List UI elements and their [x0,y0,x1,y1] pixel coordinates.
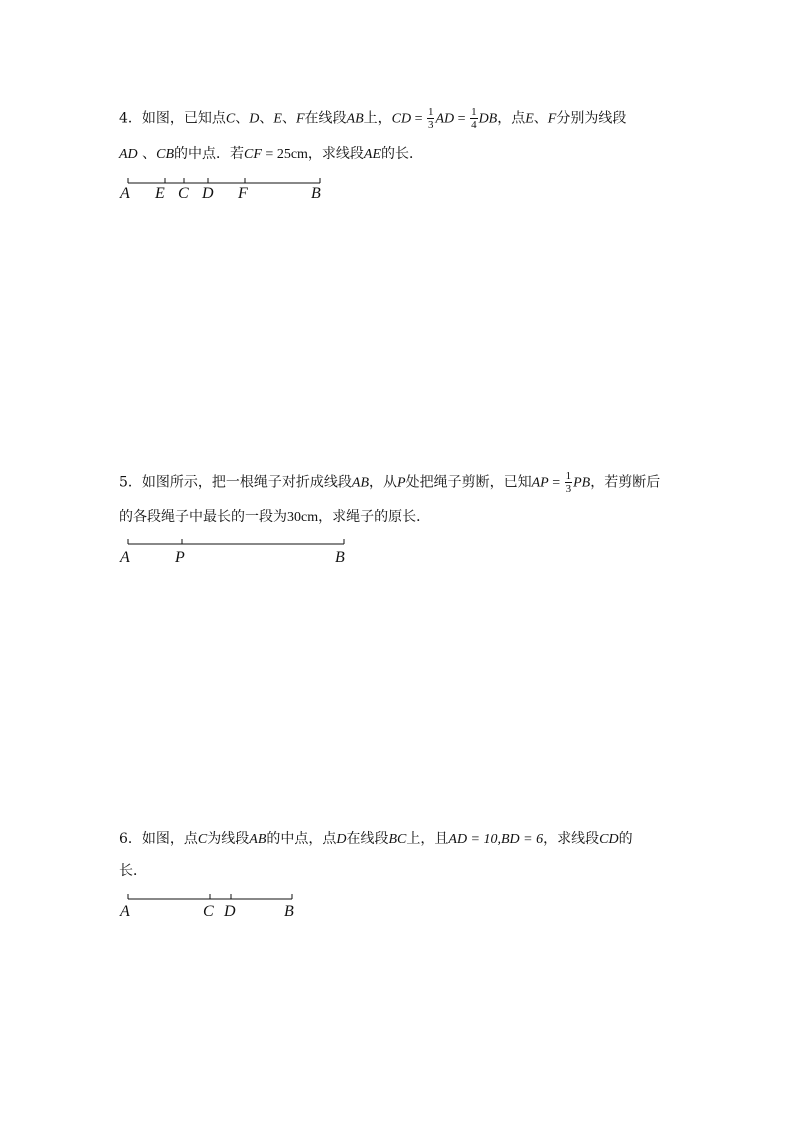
fraction-one-third-p5: $\frac{1}{3}$ [565,470,572,495]
label-C-p6: C [203,903,214,920]
label-C: C [178,185,189,202]
label-D: D [202,185,214,202]
label-D-p6: D [224,903,236,920]
label-F: F [238,185,248,202]
fraction-one-third: $\frac{1}{3}$ [427,106,434,131]
label-B-p6: B [284,903,294,920]
problem-4-number: 4． [119,110,142,127]
problem-6-number: 6． [119,831,142,847]
problem-4-line-1: 4．如图，已知点C、D、E、F在线段AB上，CD = $\frac{1}{3}$ AD = $\frac{1}{4}$ DB，点E、F分别为线段 [119,106,627,131]
label-B-p5: B [335,549,345,566]
fraction-one-quarter: $\frac{1}{4}$ [471,106,477,131]
label-A-p6: A [120,903,130,920]
problem-5-line-1: 5．如图所示，把一根绳子对折成线段AB，从P处把绳子剪断，已知AP = $\frac{1}{3}$ PB，若剪断后 [119,470,661,495]
label-B: B [311,185,321,202]
problem-6-line-1: 6．如图，点C为线段AB的中点，点D在线段BC上，且AD = 10,BD = 6，求线段CD的 [119,831,633,847]
label-A-p5: A [120,549,130,566]
problem-5-number: 5． [119,474,142,491]
problem-4-line-2: AD 、CB的中点．若CF = 25cm，求线段AE的长． [119,146,424,162]
label-E: E [155,185,165,202]
problem-5-line-2: 的各段绳子中最长的一段为30cm，求绳子的原长． [119,509,431,525]
problem-6-line-2: 长． [119,863,147,879]
label-A: A [120,185,130,202]
label-P: P [175,549,185,566]
